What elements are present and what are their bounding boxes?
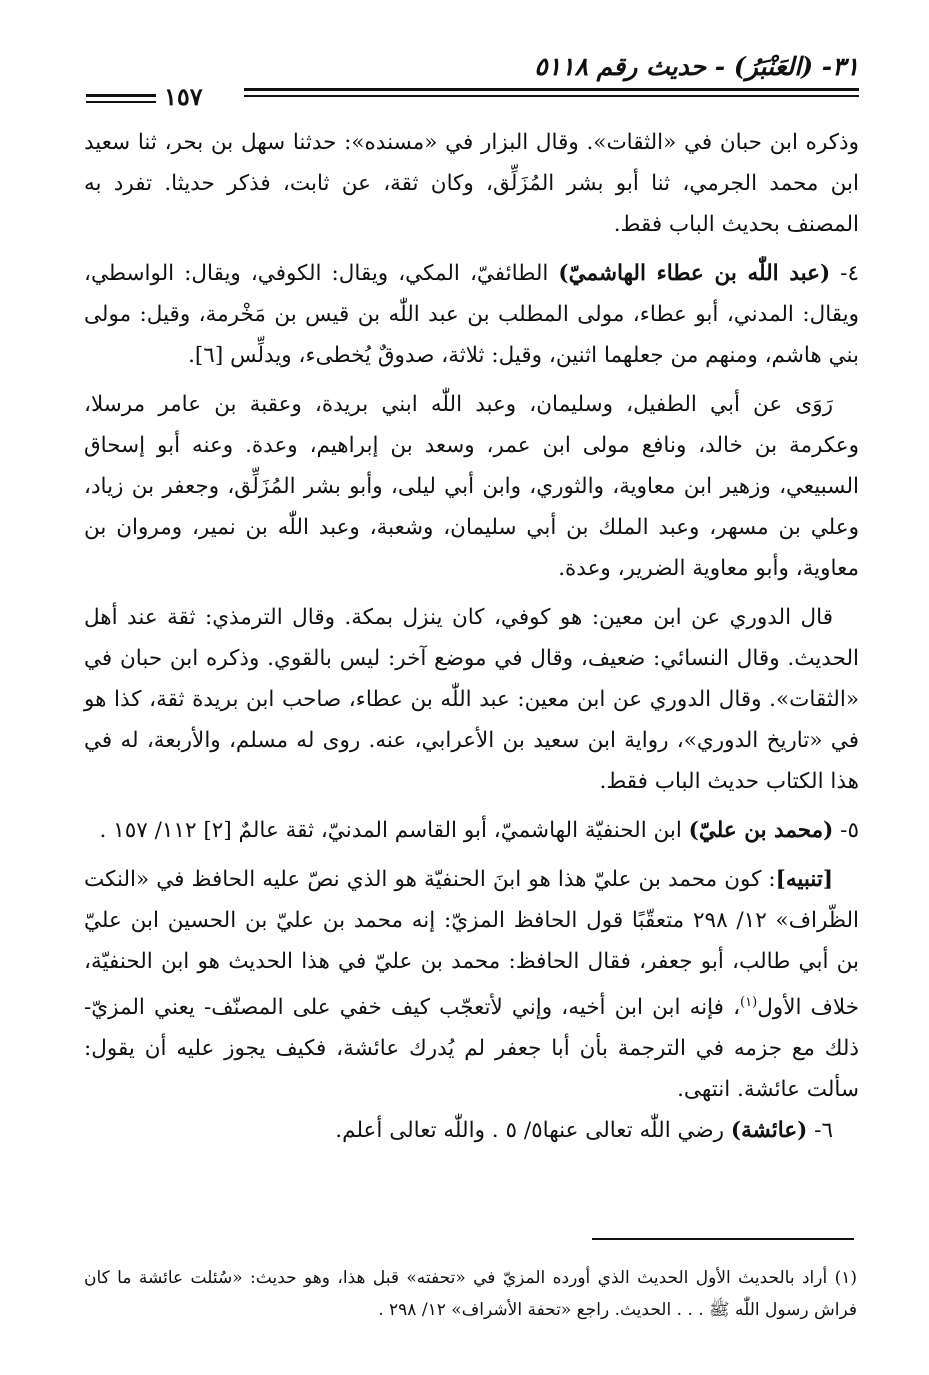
page-header bbox=[86, 52, 859, 111]
paragraph-narrator-5 bbox=[84, 810, 859, 851]
narrator-name: (عبد اللّٰه بن عطاء الهاشميّ) bbox=[558, 261, 831, 286]
paragraph-narrator-6 bbox=[84, 1110, 859, 1151]
paragraph-narrations: رَوَى عن أبي الطفيل، وسليمان، وعبد اللّٰه ابني بريدة، وعقبة بن عامر مرسلا، وعكرمة بن خالد، ونافع مولى ابن عمر، وسعد بن إبراهيم، وعدة. وعنه أبو إسحاق السبيعي، وزهير ابن معاوية، والثوري، وابن أبي ليلى، وأبو بشر المُزَلِّق، وجعفر بن زياد، وعلي بن مسهر، وعبد الملك بن أبي سليمان، وشعبة، وعبد اللّٰه بن نمير، ومروان بن معاوية، وأبو معاوية الضرير، وعدة. bbox=[84, 392, 859, 581]
page-number: ١٥٧ bbox=[164, 82, 203, 111]
narrator-name: (محمد بن عليّ) bbox=[688, 818, 834, 843]
note-label: [تنبيه] bbox=[775, 867, 833, 892]
footnote: (١) أراد بالحديث الأول الحديث الذي أورده المزيّ في «تحفته» قبل هذا، وهو حديث: «سُئلت عائشة ما كان فراش رسول اللّٰه ﷺ . . . الحديث. راجع «تحفة الأشراف» ١٢/ ٢٩٨ . bbox=[84, 1268, 857, 1320]
narrator-details: رضي اللّٰه تعالى عنها٥/ ٥ . واللّٰه تعالى أعلم. bbox=[335, 1118, 731, 1144]
paragraph-assessments: قال الدوري عن ابن معين: هو كوفي، كان ينزل بمكة. وقال الترمذي: ثقة عند أهل الحديث. وقال النسائي: ضعيف، وقال في موضع آخر: ليس بالقوي. وذكره ابن حبان في «الثقات». وقال الدوري عن ابن معين: عبد اللّٰه بن عطاء، صاحب ابن بريدة ثقة، كذا هو في «تاريخ الدوري»، رواية ابن سعيد بن الأعرابي، عنه. روى له مسلم، والأربعة، له في هذا الكتاب حديث الباب فقط. bbox=[84, 605, 859, 794]
footnote-separator bbox=[592, 1238, 854, 1240]
header-rule-right bbox=[244, 88, 859, 97]
paragraph-1: وذكره ابن حبان في «الثقات». وقال البزار في «مسنده»: حدثنا سهل بن بحر، ثنا سعيد ابن محمد الجرمي، ثنا أبو بشر المُزَلِّق، وكان ثقة، عن ثابت، فذكر حديثا. تفرد به المصنف بحديث الباب فقط. bbox=[84, 130, 859, 237]
entry-number: ٦- bbox=[807, 1118, 833, 1144]
entry-number: ٥- bbox=[833, 818, 859, 843]
footnote-marker: (١) bbox=[740, 995, 758, 1010]
narrator-details: الطائفيّ، المكي، ويقال: الكوفي، ويقال: الواسطي، ويقال: المدني، أبو عطاء، مولى المطلب بن عبد اللّٰه بن قيس بن مَخْرمة، وقيل: مولى بني هاشم، ومنهم من جعلهما اثنين، وقيل: ثلاثة، صدوقٌ يُخطىء، ويدلِّس [٦]. bbox=[84, 261, 859, 368]
main-text bbox=[84, 122, 859, 1151]
paragraph-note bbox=[84, 859, 859, 1110]
note-text-tail: ، فإنه ابن ابن أخيه، وإني لأتعجّب كيف خفي على المصنّف- يعني المزيّ- ذلك مع جزمه في الترجمة بأن أبا جعفر لم يُدرك عائشة، فكيف يجوز عليه أن يقول: سألت عائشة. انتهى. bbox=[84, 995, 859, 1103]
narrator-name: (عائشة) bbox=[730, 1118, 808, 1144]
note-text: : كون محمد بن عليّ هذا هو ابنَ الحنفيّة هو الذي نصّ عليه الحافظ في «النكت الظّراف» ١٢/ ٢٩٨ متعقّبًا قول الحافظ المزيّ: إنه محمد بن عليّ بن الحسين ابن عليّ بن أبي طالب، أبو جعفر، فقال الحافظ: محمد بن عليّ في هذا الحديث هو ابن الحنفيّة، خلاف الأول bbox=[84, 867, 860, 1021]
entry-number: ٤- bbox=[830, 261, 859, 286]
paragraph-narrator-4 bbox=[84, 253, 859, 376]
running-head: ٣١- (العَنْبَرُ) - حديث رقم ٥١١٨ bbox=[534, 52, 859, 81]
narrator-details: ابن الحنفيّة الهاشميّ، أبو القاسم المدنيّ، ثقة عالمٌ [٢] ١١٢/ ١٥٧ . bbox=[99, 818, 689, 843]
header-rule-left bbox=[86, 94, 156, 103]
